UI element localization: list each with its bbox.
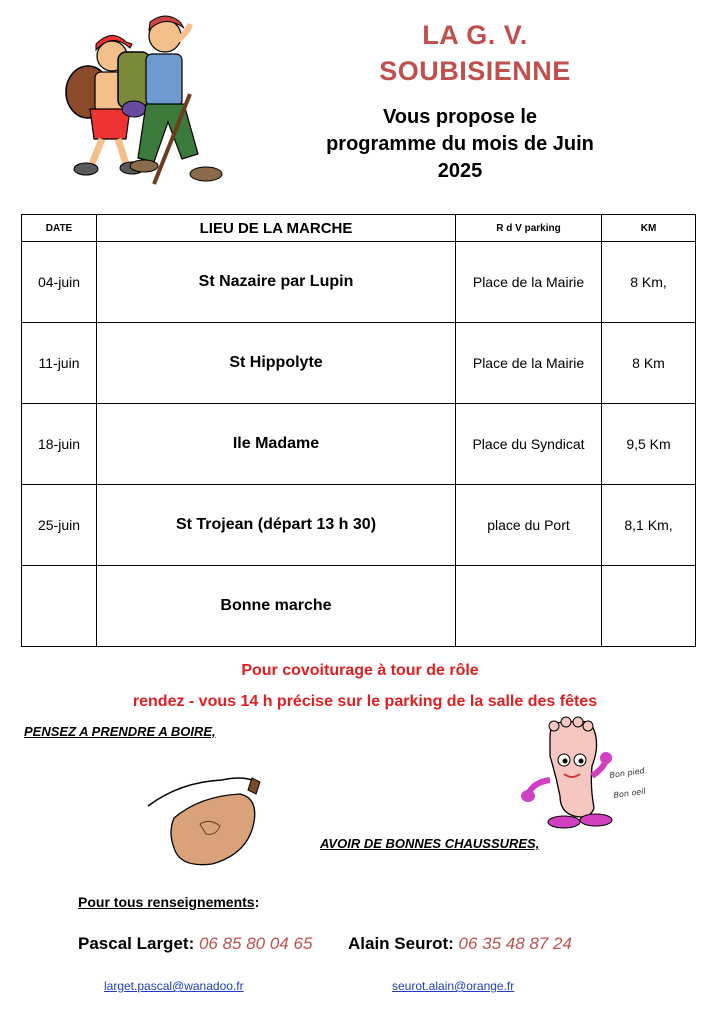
club-title-line1: LA G. V. [422,20,528,50]
contact-pascal: Pascal Larget: 06 85 80 04 65 [78,934,313,953]
contact-name: Alain Seurot [348,934,449,953]
info-title [78,894,259,910]
header-km: KM [602,215,696,242]
header-lieu: LIEU DE LA MARCHE [97,215,456,242]
subtitle-line1: Vous propose le [382,106,538,128]
row-km: 9,5 Km [602,404,696,485]
row-rdv: Place du Syndicat [456,404,602,485]
row-km: 8 Km [602,323,696,404]
contact-alain: Alain Seurot: 06 35 48 87 24 [348,934,572,953]
row-lieu: St Trojean (départ 13 h 30) [97,485,456,566]
row-rdv [456,566,602,647]
hikers-illustration [50,14,240,189]
contact-phone: 06 85 80 04 65 [194,934,313,953]
table-row [22,323,696,404]
row-date: 18-juin [22,404,97,485]
row-lieu: Bonne marche [97,566,456,647]
table-header-row [22,215,696,242]
info-title-text: Pour tous renseignements [78,894,255,910]
table-row [22,566,696,647]
rendezvous-note: rendez - vous 14 h précise sur le parking de la salle des fêtes [132,693,598,710]
row-date: 04-juin [22,242,97,323]
covoiturage-note: Pour covoiturage à tour de rôle [241,662,479,679]
row-rdv: Place de la Mairie [456,242,602,323]
row-km: 8 Km, [602,242,696,323]
table-row [22,485,696,566]
row-date: 11-juin [22,323,97,404]
contact-name: Pascal Larget [78,934,189,953]
email-link-alain[interactable]: seurot.alain@orange.fr [392,979,515,993]
email-link-pascal[interactable]: larget.pascal@wanadoo.fr [104,979,244,993]
chaussures-reminder: AVOIR DE BONNES CHAUSSURES, [320,836,540,851]
boire-reminder: PENSEZ A PRENDRE A BOIRE, [24,724,216,739]
row-lieu: St Hippolyte [97,323,456,404]
row-km: 8,1 Km, [602,485,696,566]
subtitle-line3: 2025 [437,160,483,182]
row-date [22,566,97,647]
program-table [21,214,696,647]
table-row [22,242,696,323]
club-title-line2: SOUBISIENNE [379,56,571,86]
foot-mascot-illustration [520,716,680,832]
foot-text-line1: Bon pied [609,766,646,780]
row-km [602,566,696,647]
row-lieu: St Nazaire par Lupin [97,242,456,323]
row-rdv: place du Port [456,485,602,566]
row-rdv: Place de la Mairie [456,323,602,404]
contact-phone: 06 35 48 87 24 [453,934,572,953]
water-gourd-illustration [140,772,270,872]
header-rdv: R d V parking [456,215,602,242]
row-lieu: Ile Madame [97,404,456,485]
info-title-suffix: : [254,894,260,910]
table-row [22,404,696,485]
foot-text-line2: Bon oeil [613,786,647,800]
subtitle-line2: programme du mois de Juin [326,133,594,155]
row-date: 25-juin [22,485,97,566]
header-date: DATE [22,215,97,242]
